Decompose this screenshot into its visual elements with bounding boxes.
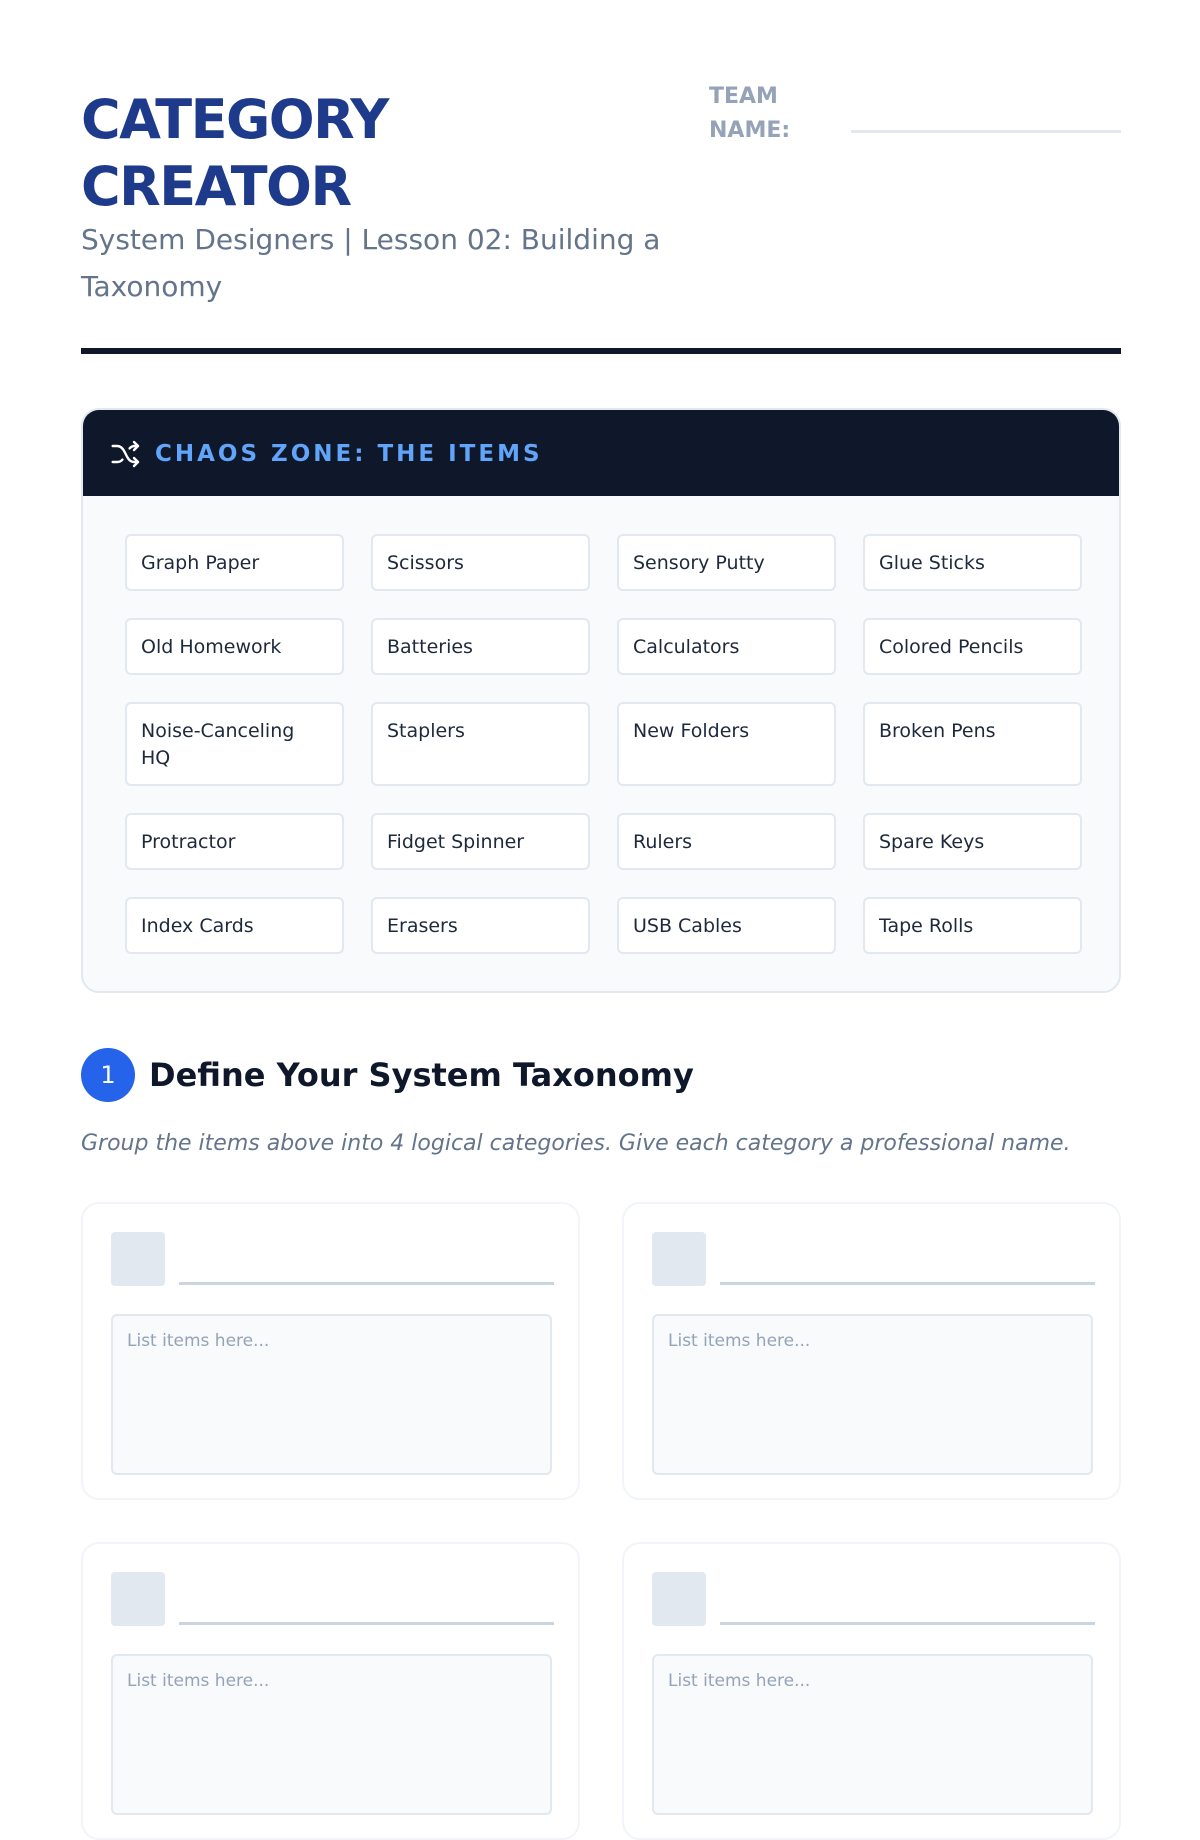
category-items-textarea[interactable]: List items here... [652,1654,1093,1815]
category-card [622,1202,1121,1500]
category-grid [81,1202,1121,1840]
page-subtitle: System Designers | Lesson 02: Building a Taxonomy [81,223,661,303]
category-name-input[interactable] [179,1622,554,1625]
category-icon-box[interactable] [652,1572,706,1626]
item-card[interactable]: Spare Keys [863,813,1082,870]
item-card[interactable]: Fidget Spinner [371,813,590,870]
chaos-zone-header [83,410,1119,496]
item-card[interactable]: Glue Sticks [863,534,1082,591]
team-name-label: TEAM NAME: [709,84,791,143]
page-title-line-2: CREATOR [81,155,351,218]
category-items-textarea[interactable]: List items here... [111,1314,552,1475]
item-card[interactable]: Staplers [371,702,590,786]
title-block [81,86,701,220]
item-card[interactable]: New Folders [617,702,836,786]
category-card [81,1202,580,1500]
item-card[interactable]: Noise-Canceling HQ [125,702,344,786]
team-name-input-line[interactable] [851,130,1121,133]
item-card[interactable]: Scissors [371,534,590,591]
item-card[interactable]: Index Cards [125,897,344,954]
item-card[interactable]: Sensory Putty [617,534,836,591]
item-card[interactable]: USB Cables [617,897,836,954]
item-card[interactable]: Calculators [617,618,836,675]
section-instructions: Group the items above into 4 logical categories. Give each category a professional name. [81,1131,1071,1156]
section-title: Define Your System Taxonomy [149,1056,694,1094]
chaos-zone-panel [81,408,1121,993]
category-card [622,1542,1121,1840]
page-title-line-1: CATEGORY [81,88,388,151]
worksheet-header [81,86,1121,356]
category-icon-box[interactable] [652,1232,706,1286]
category-items-textarea[interactable]: List items here... [652,1314,1093,1475]
chaos-zone-title: CHAOS ZONE: THE ITEMS [155,441,543,467]
category-items-textarea[interactable]: List items here... [111,1654,552,1815]
item-card[interactable]: Batteries [371,618,590,675]
category-name-input[interactable] [720,1622,1095,1625]
step-number-badge: 1 [81,1048,135,1102]
section-1-header [81,1048,1121,1102]
item-card[interactable]: Graph Paper [125,534,344,591]
item-grid [125,534,1081,954]
team-name-field[interactable] [709,86,1121,146]
item-card[interactable]: Old Homework [125,618,344,675]
shuffle-icon [109,438,143,470]
item-card[interactable]: Protractor [125,813,344,870]
item-card[interactable]: Tape Rolls [863,897,1082,954]
item-card[interactable]: Colored Pencils [863,618,1082,675]
header-divider [81,348,1121,354]
item-card[interactable]: Erasers [371,897,590,954]
category-icon-box[interactable] [111,1572,165,1626]
category-name-input[interactable] [179,1282,554,1285]
category-name-input[interactable] [720,1282,1095,1285]
category-icon-box[interactable] [111,1232,165,1286]
item-card[interactable]: Rulers [617,813,836,870]
category-card [81,1542,580,1840]
item-card[interactable]: Broken Pens [863,702,1082,786]
